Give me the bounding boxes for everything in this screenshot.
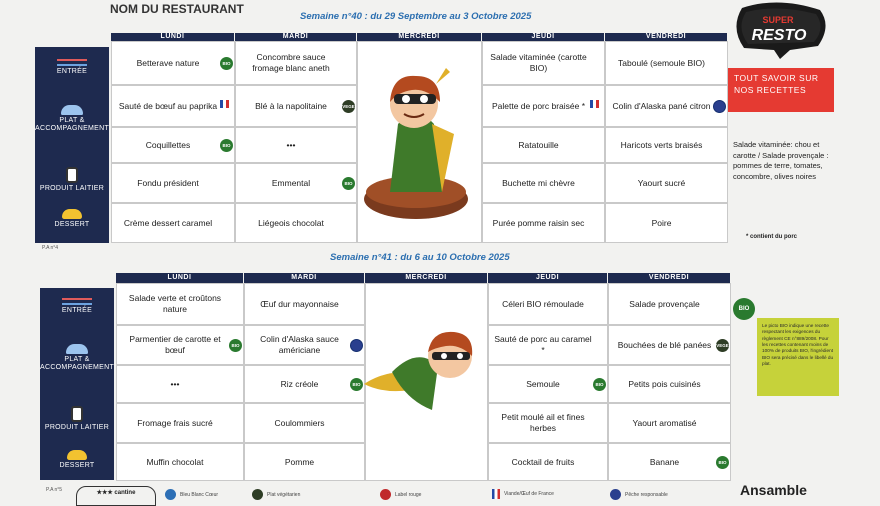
mascot-flying-illustration xyxy=(362,326,484,420)
legend-label-rouge: Label rouge xyxy=(380,489,421,500)
day-header-lundi: LUNDI xyxy=(116,273,243,283)
menu-cell: Palette de porc braisée * xyxy=(482,85,605,127)
vegetarian-icon: VEGE xyxy=(716,339,729,352)
category-entree: ENTRÉE xyxy=(40,298,114,315)
plate-icon xyxy=(66,344,88,354)
menu-cell: Ratatouille xyxy=(482,127,605,163)
day-header-vendredi: VENDREDI xyxy=(608,273,730,283)
legend-bar xyxy=(0,480,880,506)
category-bar-week-41 xyxy=(40,288,114,480)
menu-cell: Salade verte et croûtons nature xyxy=(116,283,244,325)
legend-bleu-blanc-coeur: Bleu Blanc Cœur xyxy=(165,489,218,500)
menu-cell: Taboulé (semoule BIO) xyxy=(605,41,728,85)
menu-cell: Yaourt aromatisé xyxy=(608,403,731,443)
menu-cell: Liégeois chocolat xyxy=(235,203,357,243)
fish-icon xyxy=(610,489,621,500)
day-header-vendredi: VENDREDI xyxy=(605,33,727,41)
day-header-mercredi: MERCREDI xyxy=(357,33,481,41)
bio-icon: BIO xyxy=(350,378,363,391)
vegetarian-icon xyxy=(252,489,263,500)
day-header-mardi: MARDI xyxy=(235,33,356,41)
day-header-jeudi: JEUDI xyxy=(482,33,604,41)
legend-peche-responsable: Pêche responsable xyxy=(610,489,668,500)
restaurant-name: NOM DU RESTAURANT xyxy=(110,2,244,16)
france-flag-icon xyxy=(220,100,229,108)
category-laitier: PRODUIT LAITIER xyxy=(35,167,109,193)
menu-cell: Fondu président xyxy=(111,163,235,203)
menu-cell: Céleri BIO rémoulade xyxy=(488,283,608,325)
porc-note: * contient du porc xyxy=(746,234,797,240)
menu-cell: Semoule xyxy=(488,365,608,403)
menu-cell: Betterave nature xyxy=(111,41,235,85)
france-flag-icon xyxy=(590,100,599,108)
menu-cell: Sauté de bœuf au paprika xyxy=(111,85,235,127)
bio-icon: BIO xyxy=(229,339,242,352)
day-header-jeudi: JEUDI xyxy=(488,273,607,283)
dessert-icon xyxy=(67,450,87,460)
menu-cell: Haricots verts braisés xyxy=(605,127,728,163)
bio-icon: BIO xyxy=(733,298,755,320)
menu-cell: Œuf dur mayonnaise xyxy=(244,283,365,325)
dessert-icon xyxy=(62,209,82,219)
day-header-lundi: LUNDI xyxy=(111,33,234,41)
menu-cell: ••• xyxy=(235,127,357,163)
menu-cell: Concombre sauce fromage blanc aneth xyxy=(235,41,357,85)
ansamble-brand: Ansamble xyxy=(740,482,807,498)
menu-cell: Emmental xyxy=(235,163,357,203)
menu-cell: Coquillettes xyxy=(111,127,235,163)
week-41-title: Semaine n°41 : du 6 au 10 Octobre 2025 xyxy=(330,252,510,263)
day-header-mercredi: MERCREDI xyxy=(365,273,487,283)
salade-note: Salade vitaminée: chou et carotte / Salade provençale : pommes de terre, tomates, concombre, olives noires xyxy=(733,140,829,181)
fish-icon xyxy=(713,100,726,113)
category-dessert: DESSERT xyxy=(35,209,109,229)
menu-cell: Yaourt sucré xyxy=(605,163,728,203)
menu-cell: Purée pomme raisin sec xyxy=(482,203,605,243)
menu-cell: Banane xyxy=(608,443,731,481)
menu-cell: Poire xyxy=(605,203,728,243)
france-flag-icon xyxy=(492,489,500,499)
bio-icon: BIO xyxy=(716,456,729,469)
menu-cell: Colin d'Alaska sauce américiane xyxy=(244,325,365,365)
menu-cell: Parmentier de carotte et bœuf xyxy=(116,325,244,365)
menu-cell: Salade vitaminée (carotte BIO) xyxy=(482,41,605,85)
entree-icon xyxy=(62,298,92,305)
bio-info-box: Le picto BIO indique une recette respectant les exigences du règlement CE n°889/2008. Pour les recettes contenant moins de 100% de produits BIO, l'ingrédient BIO sera précisé dans le libellé du plat. xyxy=(757,318,839,396)
bio-icon: BIO xyxy=(220,57,233,70)
category-laitier: PRODUIT LAITIER xyxy=(40,406,114,432)
week-40-pa: P.A n°4 xyxy=(42,245,59,251)
logo-super-text: SUPER xyxy=(762,15,794,25)
bio-icon: BIO xyxy=(342,177,355,190)
label-rouge-icon xyxy=(380,489,391,500)
menu-cell: Sauté de porc au caramel * xyxy=(488,325,608,365)
cantine-label: ★★★ cantine xyxy=(76,486,156,506)
week-40-title: Semaine n°40 : du 29 Septembre au 3 Octobre 2025 xyxy=(300,11,532,22)
menu-cell: ••• xyxy=(116,365,244,403)
menu-cell: Cocktail de fruits xyxy=(488,443,608,481)
entree-icon xyxy=(57,59,87,66)
plate-icon xyxy=(61,105,83,115)
milk-icon xyxy=(71,406,83,422)
vegetarian-icon: VEGE xyxy=(342,100,355,113)
menu-cell: Fromage frais sucré xyxy=(116,403,244,443)
menu-cell: Buchette mi chèvre xyxy=(482,163,605,203)
category-entree: ENTRÉE xyxy=(35,59,109,76)
bio-icon: BIO xyxy=(220,139,233,152)
menu-cell: Muffin chocolat xyxy=(116,443,244,481)
week-41-pa: P.A n°5 xyxy=(46,487,63,493)
day-header-mardi: MARDI xyxy=(244,273,364,283)
category-bar-week-40 xyxy=(35,47,109,243)
mascot-standing-illustration xyxy=(362,64,472,224)
menu-cell: Colin d'Alaska pané citron xyxy=(605,85,728,127)
menu-cell: Petits pois cuisinés xyxy=(608,365,731,403)
menu-cell: Coulommiers xyxy=(244,403,365,443)
menu-cell: Petit moulé ail et fines herbes xyxy=(488,403,608,443)
menu-cell: Blé à la napolitaine xyxy=(235,85,357,127)
category-plat: PLAT & ACCOMPAGNEMENT xyxy=(40,344,114,372)
legend-vegetarien: Plat végétarien xyxy=(252,489,300,500)
category-plat: PLAT & ACCOMPAGNEMENT xyxy=(35,105,109,133)
bleu-blanc-coeur-icon xyxy=(165,489,176,500)
menu-cell: Crème dessert caramel xyxy=(111,203,235,243)
menu-cell: Salade provençale xyxy=(608,283,731,325)
legend-viande-france: Viande/Œuf de France xyxy=(492,489,554,499)
menu-cell: Bouchées de blé panées xyxy=(608,325,731,365)
bio-icon: BIO xyxy=(593,378,606,391)
menu-cell: Pomme xyxy=(244,443,365,481)
milk-icon xyxy=(66,167,78,183)
menu-cell: Riz créole xyxy=(244,365,365,403)
super-resto-logo xyxy=(728,2,830,60)
recipes-info-box[interactable]: TOUT SAVOIR SUR NOS RECETTES xyxy=(728,68,834,112)
category-dessert: DESSERT xyxy=(40,450,114,470)
logo-resto-text: RESTO xyxy=(751,27,807,44)
